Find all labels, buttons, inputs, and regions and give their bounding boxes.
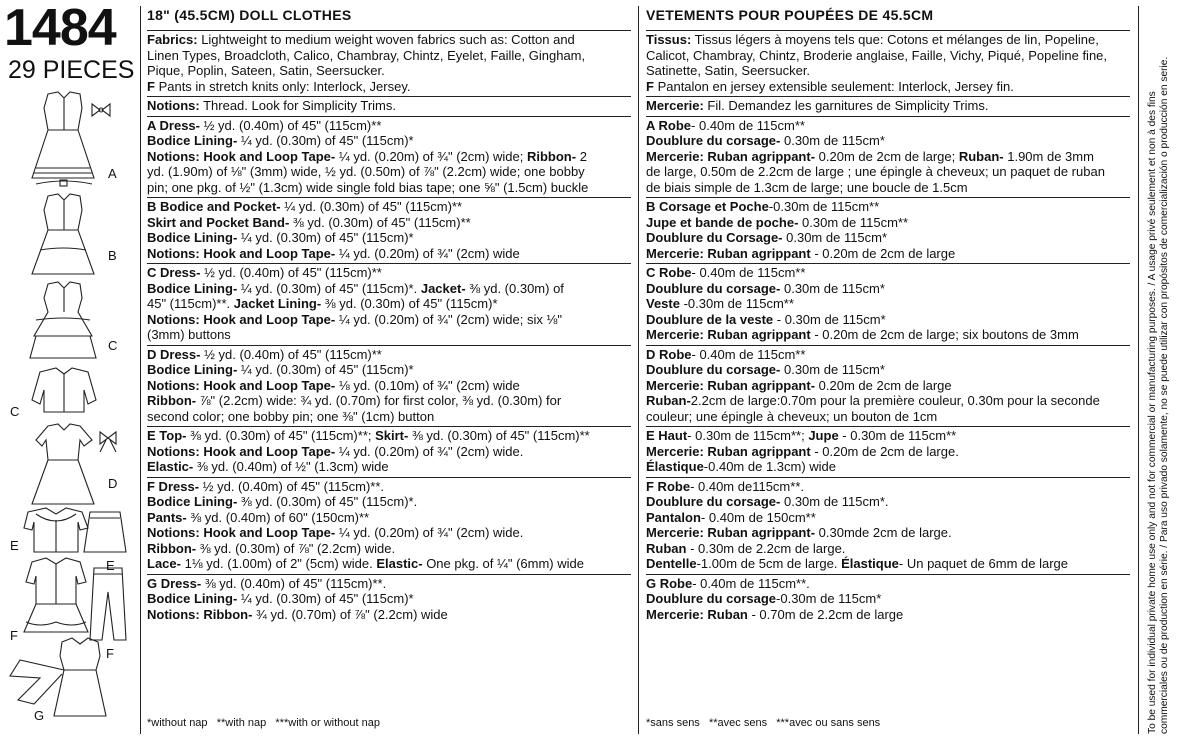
fr-notions-section: Mercerie: Fil. Demandez les garnitures de Simplicity Trims.	[646, 97, 1130, 117]
column-rule-right	[1138, 6, 1139, 734]
usage-disclaimer-vertical	[1147, 6, 1177, 734]
fr-fabrics-section: Tissus: Tissus légers à moyens tels que: Cotons et mélanges de lin, Popeline, Calicot, Chambray, Chintz, Broderie anglaise, Faille, Vichy, Piqué, Popeline fine, Satinette, Satin, Seersucker. F Pantalon en jersey extensible seulement: Interlock, Jersey fin.	[646, 31, 1130, 97]
en-view-e-section: E Top- ⅜ yd. (0.30m) of 45" (115cm)**; Skirt- ⅜ yd. (0.30m) of 45" (115cm)** Notions: Hook and Loop Tape- ¼ yd. (0.20m) of ¾" (2cm) wide. Elastic- ⅜ yd. (0.40m) of ½" (1.3cm) wide	[147, 427, 631, 478]
bow-d-drawing	[100, 432, 116, 452]
french-nap-footnote: *sans sens **avec sens ***avec ou sans sens	[646, 717, 881, 729]
usage-disclaimer-line-2: commerciales ou de production en série. / Para uso privado solamente, no se puede utilizar con propósitos de comercialización o producción en serie.	[1159, 56, 1170, 734]
belt-drawing	[36, 180, 92, 186]
dress-f-drawing	[24, 558, 88, 632]
pattern-number: 1484	[4, 0, 116, 57]
en-notions-section: Notions: Thread. Look for Simplicity Trims.	[147, 97, 631, 117]
fr-view-e-section: E Haut- 0.30m de 115cm**; Jupe - 0.30m de 115cm** Mercerie: Ruban agrippant - 0.20m de 2cm de large. Élastique-0.40m de 1.3cm) wide	[646, 427, 1130, 478]
french-yardage-column	[646, 8, 1130, 624]
fr-view-b-section: B Corsage et Poche-0.30m de 115cm** Jupe et bande de poche- 0.30m de 115cm** Doublure du Corsage- 0.30m de 115cm* Mercerie: Ruban agrippant - 0.20m de 2cm de large	[646, 198, 1130, 264]
bow-drawing	[92, 104, 110, 116]
figure-letter-f-pants: F	[106, 646, 114, 661]
fr-view-c-section: C Robe- 0.40m de 115cm** Doublure du corsage- 0.30m de 115cm* Veste -0.30m de 115cm** Doublure de la veste - 0.30m de 115cm* Mercerie: Ruban agrippant - 0.20m de 2cm de large; six boutons de 3mm	[646, 264, 1130, 346]
column-rule-left	[140, 6, 141, 734]
garment-drawings	[0, 0, 138, 740]
figure-letter-c: C	[108, 338, 118, 353]
figure-letter-e-skirt: E	[106, 558, 115, 573]
en-view-b-section: B Bodice and Pocket- ¼ yd. (0.30m) of 45" (115cm)** Skirt and Pocket Band- ⅜ yd. (0.30m) of 45" (115cm)** Bodice Lining- ¼ yd. (0.30m) of 45" (115cm)* Notions: Hook and Loop Tape- ¼ yd. (0.20m) of ¾" (2cm) wide	[147, 198, 631, 264]
usage-disclaimer-line-1: To be used for individual private home use only and not for commercial or manufacturing purposes. / A usage privé seulement et non à des fins	[1147, 91, 1158, 734]
figure-letter-b: B	[108, 248, 117, 263]
piece-count: 29 PIECES	[8, 56, 135, 84]
english-title: 18" (45.5CM) DOLL CLOTHES	[147, 8, 631, 31]
en-view-a-section: A Dress- ½ yd. (0.40m) of 45" (115cm)** Bodice Lining- ¼ yd. (0.30m) of 45" (115cm)* Notions: Hook and Loop Tape- ¼ yd. (0.20m) of ¾" (2cm) wide; Ribbon- 2 yd. (1.90m) of ⅛" (3mm) wide, ½ yd. (0.50m) of ⅞" (2.2cm) wide; one bobby pin; one pkg. of ½" (1.3cm) wide single fold bias tape; one ⅝" (1.5cm) buckle	[147, 117, 631, 199]
dress-c-drawing	[30, 282, 96, 358]
dress-d-drawing	[32, 424, 94, 504]
figure-letter-d: D	[108, 476, 118, 491]
en-view-g-section: G Dress- ⅜ yd. (0.40m) of 45" (115cm)**. Bodice Lining- ¼ yd. (0.30m) of 45" (115cm)* Notions: Ribbon- ¾ yd. (0.70m) of ⅞" (2.2cm) wide	[147, 575, 448, 622]
illustration-column	[0, 0, 138, 740]
top-e-drawing	[24, 508, 88, 552]
figure-letter-c-jacket: C	[10, 404, 20, 419]
fr-view-a-section: A Robe- 0.40m de 115cm** Doublure du corsage- 0.30m de 115cm* Mercerie: Ruban agrippant- 0.20m de 2cm de large; Ruban- 1.90m de 3mm de large, 0.50m de 2.2cm de large ; une épingle à cheveux; un paquet de ruban de biais simple de 1.3cm de large; une boucle de 1.5cm	[646, 117, 1130, 199]
fr-view-g-section: G Robe- 0.40m de 115cm**. Doublure du corsage-0.30m de 115cm* Mercerie: Ruban - 0.70m de 2.2cm de large	[646, 575, 904, 622]
french-title: VETEMENTS POUR POUPÉES DE 45.5CM	[646, 8, 1130, 31]
figure-letter-g: G	[34, 708, 45, 723]
dress-a-drawing	[32, 92, 94, 178]
en-view-f-section: F Dress- ½ yd. (0.40m) of 45" (115cm)**. Bodice Lining- ⅜ yd. (0.30m) of 45" (115cm)*. Pants- ⅜ yd. (0.40m) of 60" (150cm)** Notions: Hook and Loop Tape- ¼ yd. (0.20m) of ¾" (2cm) wide. Ribbon- ⅜ yd. (0.30m) of ⅞" (2.2cm) wide. Lace- 1⅛ yd. (1.00m) of 2" (5cm) wide. Elastic- One pkg. of ¼" (6mm) wide	[147, 478, 631, 575]
dress-g-drawing	[10, 638, 106, 716]
en-view-d-section: D Dress- ½ yd. (0.40m) of 45" (115cm)** Bodice Lining- ¼ yd. (0.30m) of 45" (115cm)* Notions: Hook and Loop Tape- ⅛ yd. (0.10m) of ¾" (2cm) wide Ribbon- ⅞" (2.2cm) wide: ¾ yd. (0.70m) for first color, ⅜ yd. (0.30m) for second color; one bobby pin; one ⅜" (1cm) button	[147, 346, 631, 428]
english-yardage-column	[147, 8, 631, 624]
jacket-c-drawing	[32, 368, 96, 412]
figure-letter-e-top: E	[10, 538, 19, 553]
figure-letter-f-dress: F	[10, 628, 18, 643]
fr-view-f-section: F Robe- 0.40m de115cm**. Doublure du corsage- 0.30m de 115cm*. Pantalon- 0.40m de 150cm** Mercerie: Ruban agrippant- 0.30mde 2cm de large. Ruban - 0.30m de 2.2cm de large. Dentelle-1.00m de 5cm de large. Élastique- Un paquet de 6mm de large	[646, 478, 1130, 575]
figure-letter-a: A	[108, 166, 117, 181]
en-view-c-section: C Dress- ½ yd. (0.40m) of 45" (115cm)** Bodice Lining- ¼ yd. (0.30m) of 45" (115cm)*. Jacket- ⅜ yd. (0.30m) of 45" (115cm)**. Jacket Lining- ⅜ yd. (0.30m) of 45" (115cm)* Notions: Hook and Loop Tape- ¼ yd. (0.20m) of ¾" (2cm) wide; six ⅛" (3mm) buttons	[147, 264, 631, 346]
pants-f-drawing	[90, 568, 126, 640]
english-nap-footnote: *without nap **with nap ***with or without nap	[147, 717, 380, 729]
dress-b-drawing	[32, 194, 94, 274]
column-rule-middle	[638, 6, 639, 734]
skirt-e-drawing	[84, 512, 126, 552]
en-fabrics-section: Fabrics: Lightweight to medium weight woven fabrics such as: Cotton and Linen Types, Broadcloth, Calico, Chambray, Chintz, Eyelet, Faille, Gingham, Pique, Poplin, Sateen, Satin, Seersucker. F Pants in stretch knits only: Interlock, Jersey.	[147, 31, 631, 97]
fr-view-d-section: D Robe- 0.40m de 115cm** Doublure du corsage- 0.30m de 115cm* Mercerie: Ruban agrippant- 0.20m de 2cm de large Ruban-2.2cm de large:0.70m pour la première couleur, 0.30m pour la seconde couleur; une épingle à cheveux; un bouton de 1cm	[646, 346, 1130, 428]
